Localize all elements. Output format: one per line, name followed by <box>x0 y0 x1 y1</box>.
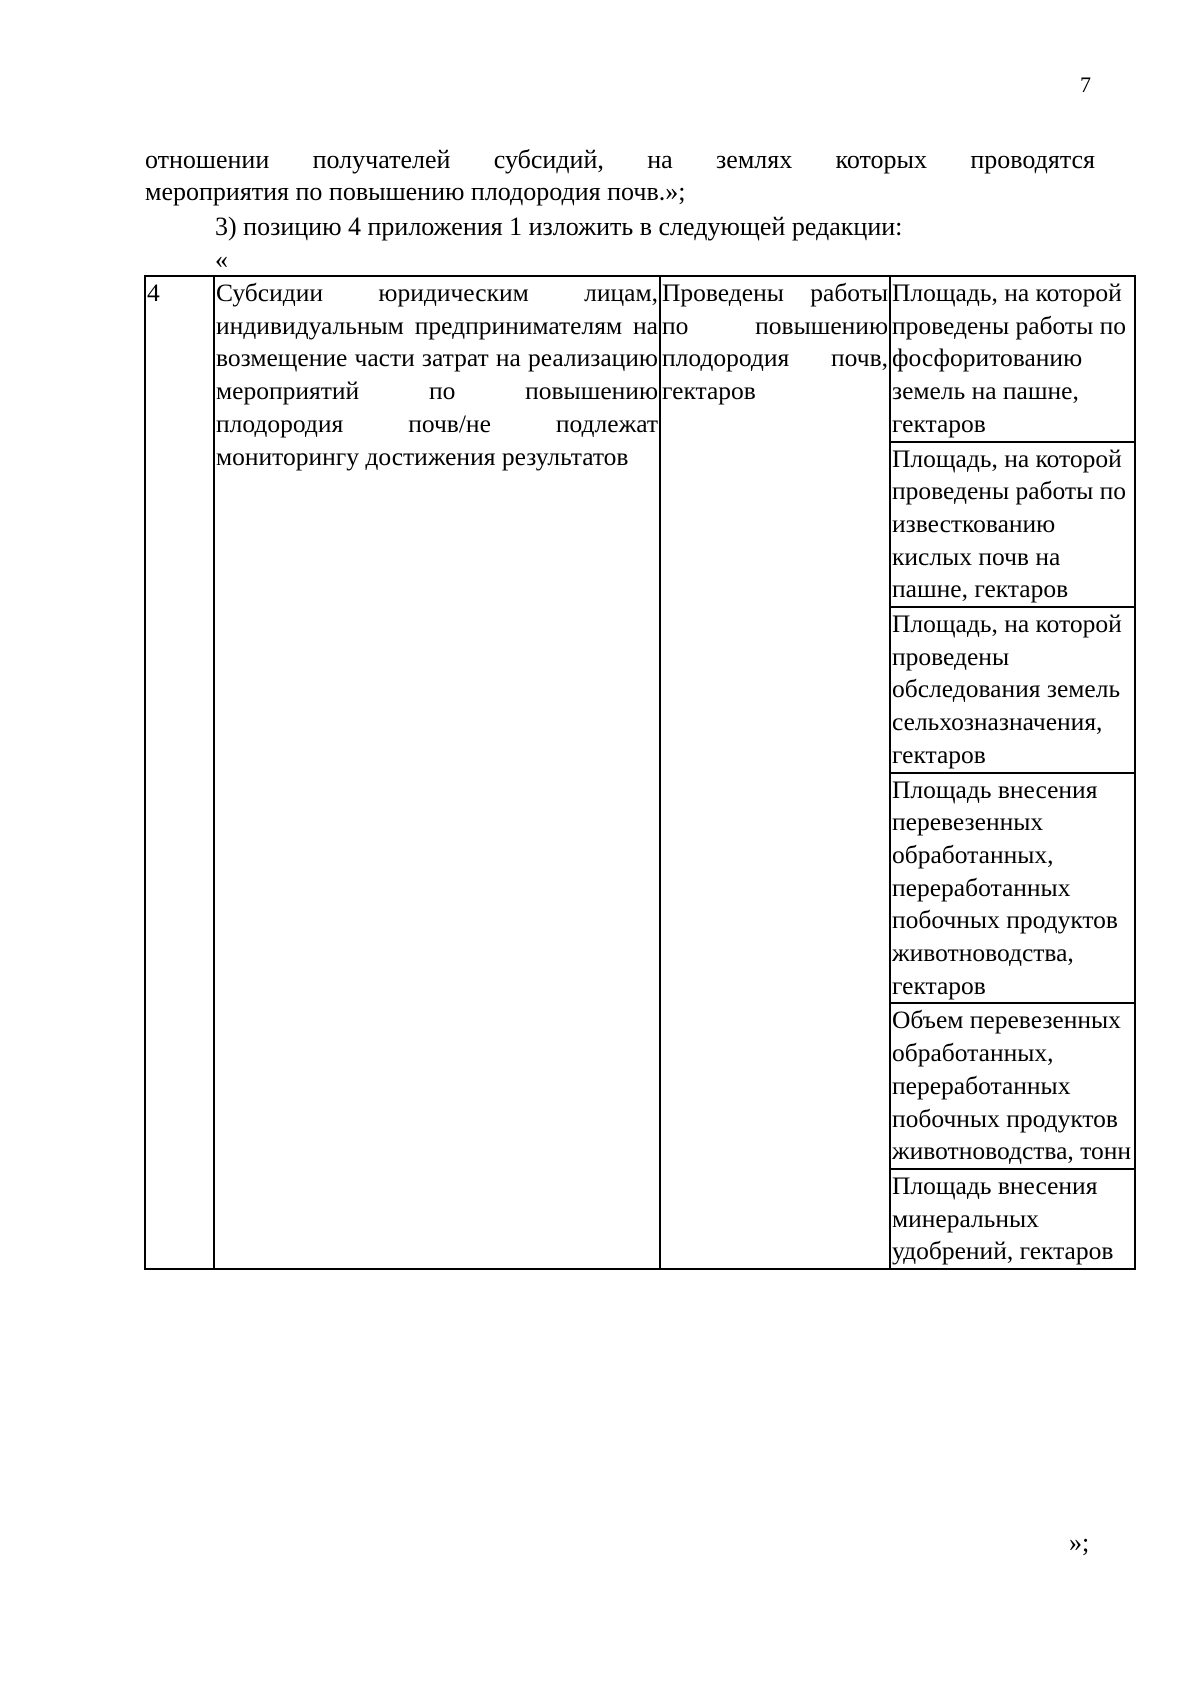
indicator-cell: Площадь внесения перевезенных обработанных, переработанных побочных продуктов животноводства, гектаров <box>890 773 1135 1004</box>
result-cell: Проведены работы по повышению плодородия почв, гектаров <box>660 276 890 1269</box>
page-number: 7 <box>1080 72 1091 97</box>
opening-quote: « <box>215 245 228 274</box>
position-table <box>144 275 1136 1270</box>
description-cell: Субсидии юридическим лицам, индивидуальным предпринимателям на возмещение части затрат на реализацию мероприятий по повышению плодородия почв/не подлежат мониторингу достижения результатов <box>214 276 660 1269</box>
indicator-cell: Площадь, на которой проведены обследования земель сельхозназначения, гектаров <box>890 607 1135 773</box>
table-row <box>145 276 1135 442</box>
indicator-cell: Объем перевезенных обработанных, переработанных побочных продуктов животноводства, тонн <box>890 1003 1135 1169</box>
position-number-cell: 4 <box>145 276 214 1269</box>
indicator-cell: Площадь, на которой проведены работы по известкованию кислых почв на пашне, гектаров <box>890 442 1135 608</box>
closing-quote: »; <box>1069 1528 1090 1557</box>
intro-paragraph <box>145 144 1095 208</box>
intro-line-2: мероприятия по повышению плодородия почв.»; <box>145 177 686 206</box>
intro-line-1: отношении получателей субсидий, на землях которых проводятся <box>145 145 1095 174</box>
indicator-cell: Площадь внесения минеральных удобрений, гектаров <box>890 1169 1135 1269</box>
amendment-item: 3) позицию 4 приложения 1 изложить в следующей редакции: <box>215 212 903 241</box>
indicator-cell: Площадь, на которой проведены работы по фосфоритованию земель на пашне, гектаров <box>890 276 1135 442</box>
